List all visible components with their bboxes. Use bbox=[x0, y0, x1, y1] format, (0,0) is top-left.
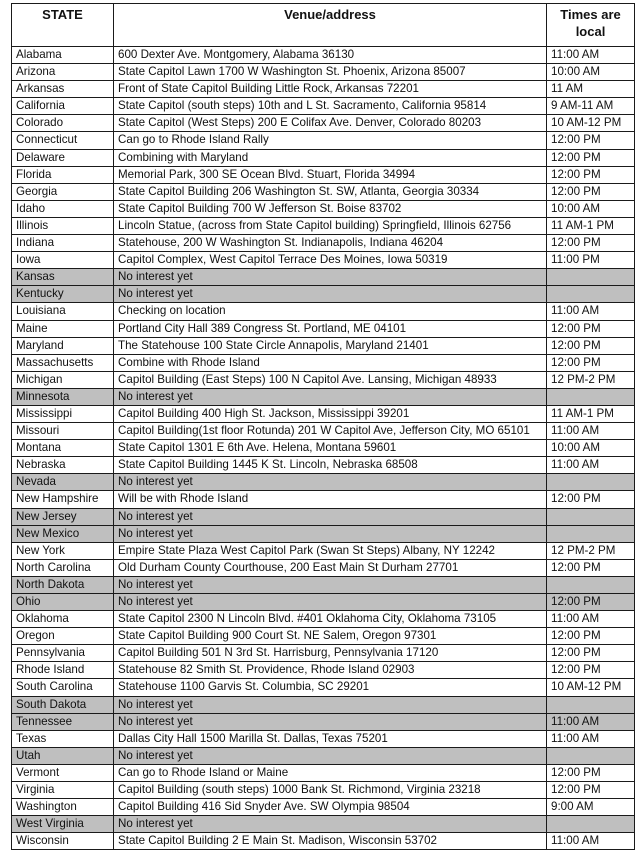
venue-cell: No interest yet bbox=[114, 269, 547, 286]
state-cell: Alabama bbox=[12, 47, 114, 64]
table-row bbox=[12, 542, 635, 559]
state-cell: Virginia bbox=[12, 782, 114, 799]
table-row bbox=[12, 423, 635, 440]
table-row bbox=[12, 440, 635, 457]
state-cell: New York bbox=[12, 542, 114, 559]
venue-cell: Capitol Complex, West Capitol Terrace Des Moines, Iowa 50319 bbox=[114, 252, 547, 269]
table-row bbox=[12, 662, 635, 679]
state-cell: New Hampshire bbox=[12, 491, 114, 508]
time-cell: 10 AM-12 PM bbox=[547, 115, 635, 132]
state-cell: Oklahoma bbox=[12, 611, 114, 628]
table-row bbox=[12, 782, 635, 799]
time-cell: 11:00 PM bbox=[547, 252, 635, 269]
table-row bbox=[12, 474, 635, 491]
venue-cell: Capitol Building (East Steps) 100 N Capitol Ave. Lansing, Michigan 48933 bbox=[114, 371, 547, 388]
time-cell: 11:00 AM bbox=[547, 611, 635, 628]
table-row bbox=[12, 217, 635, 234]
venue-cell: Old Durham County Courthouse, 200 East Main St Durham 27701 bbox=[114, 559, 547, 576]
venue-cell: State Capitol Building 206 Washington St. SW, Atlanta, Georgia 30334 bbox=[114, 183, 547, 200]
state-cell: Vermont bbox=[12, 764, 114, 781]
table-row bbox=[12, 115, 635, 132]
time-cell: 12:00 PM bbox=[547, 235, 635, 252]
venue-cell: State Capitol Building 1445 K St. Lincoln, Nebraska 68508 bbox=[114, 457, 547, 474]
time-cell: 12:00 PM bbox=[547, 559, 635, 576]
venue-cell: Lincoln Statue, (across from State Capitol building) Springfield, Illinois 62756 bbox=[114, 217, 547, 234]
time-cell: 12 PM-2 PM bbox=[547, 542, 635, 559]
time-cell bbox=[547, 747, 635, 764]
table-row bbox=[12, 64, 635, 81]
table-row bbox=[12, 525, 635, 542]
venue-cell: State Capitol Building 700 W Jefferson St. Boise 83702 bbox=[114, 200, 547, 217]
time-cell: 11:00 AM bbox=[547, 47, 635, 64]
venue-cell: Combining with Maryland bbox=[114, 149, 547, 166]
state-cell: Arizona bbox=[12, 64, 114, 81]
venue-cell: No interest yet bbox=[114, 816, 547, 833]
state-cell: Louisiana bbox=[12, 303, 114, 320]
venue-cell: Statehouse 1100 Garvis St. Columbia, SC 29201 bbox=[114, 679, 547, 696]
time-cell: 10:00 AM bbox=[547, 440, 635, 457]
venue-cell: Empire State Plaza West Capitol Park (Swan St Steps) Albany, NY 12242 bbox=[114, 542, 547, 559]
table-row bbox=[12, 713, 635, 730]
table-row bbox=[12, 388, 635, 405]
header-venue: Venue/address bbox=[114, 4, 547, 47]
table-row bbox=[12, 405, 635, 422]
venue-cell: State Capitol 1301 E 6th Ave. Helena, Montana 59601 bbox=[114, 440, 547, 457]
table-row bbox=[12, 594, 635, 611]
table-row bbox=[12, 200, 635, 217]
venue-cell: Capitol Building 501 N 3rd St. Harrisburg, Pennsylvania 17120 bbox=[114, 645, 547, 662]
state-cell: Connecticut bbox=[12, 132, 114, 149]
time-cell: 11:00 AM bbox=[547, 730, 635, 747]
venue-cell: Checking on location bbox=[114, 303, 547, 320]
state-cell: Colorado bbox=[12, 115, 114, 132]
time-cell bbox=[547, 525, 635, 542]
venue-cell: No interest yet bbox=[114, 508, 547, 525]
venue-cell: The Statehouse 100 State Circle Annapolis, Maryland 21401 bbox=[114, 337, 547, 354]
table-row bbox=[12, 303, 635, 320]
time-cell: 11 AM bbox=[547, 81, 635, 98]
table-row bbox=[12, 799, 635, 816]
state-cell: New Mexico bbox=[12, 525, 114, 542]
time-cell: 10:00 AM bbox=[547, 64, 635, 81]
time-cell: 12:00 PM bbox=[547, 764, 635, 781]
state-cell: Indiana bbox=[12, 235, 114, 252]
table-row bbox=[12, 491, 635, 508]
table-row bbox=[12, 252, 635, 269]
time-cell: 9:00 AM bbox=[547, 799, 635, 816]
time-cell: 12:00 PM bbox=[547, 662, 635, 679]
time-cell bbox=[547, 696, 635, 713]
venue-cell: No interest yet bbox=[114, 525, 547, 542]
time-cell: 10:00 AM bbox=[547, 200, 635, 217]
state-cell: Arkansas bbox=[12, 81, 114, 98]
state-cell: Washington bbox=[12, 799, 114, 816]
table-row bbox=[12, 269, 635, 286]
table-row bbox=[12, 235, 635, 252]
time-cell: 12:00 PM bbox=[547, 628, 635, 645]
table-row bbox=[12, 508, 635, 525]
state-cell: North Dakota bbox=[12, 576, 114, 593]
state-cell: Nevada bbox=[12, 474, 114, 491]
venue-cell: Capitol Building 416 Sid Snyder Ave. SW Olympia 98504 bbox=[114, 799, 547, 816]
venue-cell: No interest yet bbox=[114, 388, 547, 405]
venue-cell: Memorial Park, 300 SE Ocean Blvd. Stuart, Florida 34994 bbox=[114, 166, 547, 183]
table-row bbox=[12, 286, 635, 303]
state-cell: Illinois bbox=[12, 217, 114, 234]
venue-cell: No interest yet bbox=[114, 286, 547, 303]
table-row bbox=[12, 696, 635, 713]
venue-cell: Dallas City Hall 1500 Marilla St. Dallas, Texas 75201 bbox=[114, 730, 547, 747]
state-cell: Tennessee bbox=[12, 713, 114, 730]
time-cell: 12:00 PM bbox=[547, 782, 635, 799]
time-cell: 12:00 PM bbox=[547, 149, 635, 166]
table-row bbox=[12, 576, 635, 593]
state-cell: Missouri bbox=[12, 423, 114, 440]
time-cell: 11 AM-1 PM bbox=[547, 217, 635, 234]
state-cell: Utah bbox=[12, 747, 114, 764]
header-times: Times are local bbox=[547, 4, 635, 47]
venue-cell: Capitol Building (south steps) 1000 Bank St. Richmond, Virginia 23218 bbox=[114, 782, 547, 799]
state-cell: Minnesota bbox=[12, 388, 114, 405]
table-row bbox=[12, 132, 635, 149]
venue-cell: Can go to Rhode Island or Maine bbox=[114, 764, 547, 781]
time-cell: 12:00 PM bbox=[547, 337, 635, 354]
state-cell: South Carolina bbox=[12, 679, 114, 696]
time-cell bbox=[547, 286, 635, 303]
time-cell: 12:00 PM bbox=[547, 132, 635, 149]
state-cell: Pennsylvania bbox=[12, 645, 114, 662]
time-cell: 12:00 PM bbox=[547, 645, 635, 662]
state-cell: Texas bbox=[12, 730, 114, 747]
table-row bbox=[12, 764, 635, 781]
venue-cell: No interest yet bbox=[114, 474, 547, 491]
time-cell: 12:00 PM bbox=[547, 166, 635, 183]
venue-cell: Combine with Rhode Island bbox=[114, 354, 547, 371]
table-row bbox=[12, 833, 635, 850]
table-row bbox=[12, 679, 635, 696]
table-row bbox=[12, 747, 635, 764]
state-cell: Idaho bbox=[12, 200, 114, 217]
time-cell: 11:00 AM bbox=[547, 303, 635, 320]
venue-cell: Statehouse 82 Smith St. Providence, Rhode Island 02903 bbox=[114, 662, 547, 679]
table-row bbox=[12, 47, 635, 64]
table-row bbox=[12, 81, 635, 98]
state-cell: Mississippi bbox=[12, 405, 114, 422]
state-cell: Massachusetts bbox=[12, 354, 114, 371]
time-cell: 11:00 AM bbox=[547, 713, 635, 730]
time-cell bbox=[547, 576, 635, 593]
table-row bbox=[12, 166, 635, 183]
venue-cell: No interest yet bbox=[114, 696, 547, 713]
header-state: STATE bbox=[12, 4, 114, 47]
table-row bbox=[12, 559, 635, 576]
time-cell: 11 AM-1 PM bbox=[547, 405, 635, 422]
state-cell: New Jersey bbox=[12, 508, 114, 525]
table-row bbox=[12, 816, 635, 833]
time-cell: 9 AM-11 AM bbox=[547, 98, 635, 115]
venue-cell: No interest yet bbox=[114, 594, 547, 611]
table-row bbox=[12, 354, 635, 371]
time-cell: 12 PM-2 PM bbox=[547, 371, 635, 388]
table-row bbox=[12, 337, 635, 354]
state-cell: Rhode Island bbox=[12, 662, 114, 679]
state-cell: Delaware bbox=[12, 149, 114, 166]
state-cell: Ohio bbox=[12, 594, 114, 611]
venue-cell: No interest yet bbox=[114, 747, 547, 764]
state-cell: Kentucky bbox=[12, 286, 114, 303]
table-row bbox=[12, 98, 635, 115]
time-cell bbox=[547, 816, 635, 833]
state-cell: California bbox=[12, 98, 114, 115]
state-cell: Iowa bbox=[12, 252, 114, 269]
venue-cell: Front of State Capitol Building Little Rock, Arkansas 72201 bbox=[114, 81, 547, 98]
time-cell bbox=[547, 474, 635, 491]
venue-cell: Will be with Rhode Island bbox=[114, 491, 547, 508]
state-cell: North Carolina bbox=[12, 559, 114, 576]
time-cell bbox=[547, 269, 635, 286]
state-cell: West Virginia bbox=[12, 816, 114, 833]
time-cell: 12:00 PM bbox=[547, 491, 635, 508]
state-cell: Michigan bbox=[12, 371, 114, 388]
state-cell: Nebraska bbox=[12, 457, 114, 474]
time-cell: 12:00 PM bbox=[547, 594, 635, 611]
state-cell: Montana bbox=[12, 440, 114, 457]
state-cell: Georgia bbox=[12, 183, 114, 200]
venue-cell: State Capitol (south steps) 10th and L St. Sacramento, California 95814 bbox=[114, 98, 547, 115]
venue-cell: State Capitol 2300 N Lincoln Blvd. #401 Oklahoma City, Oklahoma 73105 bbox=[114, 611, 547, 628]
rally-schedule-table bbox=[11, 3, 635, 850]
time-cell bbox=[547, 508, 635, 525]
venue-cell: Capitol Building 400 High St. Jackson, Mississippi 39201 bbox=[114, 405, 547, 422]
table-row bbox=[12, 149, 635, 166]
table-row bbox=[12, 628, 635, 645]
state-cell: Oregon bbox=[12, 628, 114, 645]
venue-cell: 600 Dexter Ave. Montgomery, Alabama 36130 bbox=[114, 47, 547, 64]
table-row bbox=[12, 320, 635, 337]
time-cell: 12:00 PM bbox=[547, 183, 635, 200]
venue-cell: No interest yet bbox=[114, 713, 547, 730]
venue-cell: Capitol Building(1st floor Rotunda) 201 W Capitol Ave, Jefferson City, MO 65101 bbox=[114, 423, 547, 440]
table-row bbox=[12, 730, 635, 747]
venue-cell: State Capitol (West Steps) 200 E Colifax Ave. Denver, Colorado 80203 bbox=[114, 115, 547, 132]
table-row bbox=[12, 645, 635, 662]
venue-cell: State Capitol Lawn 1700 W Washington St. Phoenix, Arizona 85007 bbox=[114, 64, 547, 81]
state-cell: Kansas bbox=[12, 269, 114, 286]
state-cell: Wisconsin bbox=[12, 833, 114, 850]
time-cell: 11:00 AM bbox=[547, 457, 635, 474]
time-cell: 12:00 PM bbox=[547, 320, 635, 337]
table-row bbox=[12, 457, 635, 474]
state-cell: Florida bbox=[12, 166, 114, 183]
time-cell: 11:00 AM bbox=[547, 423, 635, 440]
table-header-row bbox=[12, 4, 635, 47]
time-cell: 12:00 PM bbox=[547, 354, 635, 371]
venue-cell: Statehouse, 200 W Washington St. Indianapolis, Indiana 46204 bbox=[114, 235, 547, 252]
venue-cell: Portland City Hall 389 Congress St. Portland, ME 04101 bbox=[114, 320, 547, 337]
venue-cell: State Capitol Building 2 E Main St. Madison, Wisconsin 53702 bbox=[114, 833, 547, 850]
table-row bbox=[12, 183, 635, 200]
state-cell: Maryland bbox=[12, 337, 114, 354]
table-row bbox=[12, 371, 635, 388]
venue-cell: State Capitol Building 900 Court St. NE Salem, Oregon 97301 bbox=[114, 628, 547, 645]
table-row bbox=[12, 611, 635, 628]
time-cell: 10 AM-12 PM bbox=[547, 679, 635, 696]
venue-cell: No interest yet bbox=[114, 576, 547, 593]
state-cell: South Dakota bbox=[12, 696, 114, 713]
time-cell: 11:00 AM bbox=[547, 833, 635, 850]
time-cell bbox=[547, 388, 635, 405]
venue-cell: Can go to Rhode Island Rally bbox=[114, 132, 547, 149]
state-cell: Maine bbox=[12, 320, 114, 337]
